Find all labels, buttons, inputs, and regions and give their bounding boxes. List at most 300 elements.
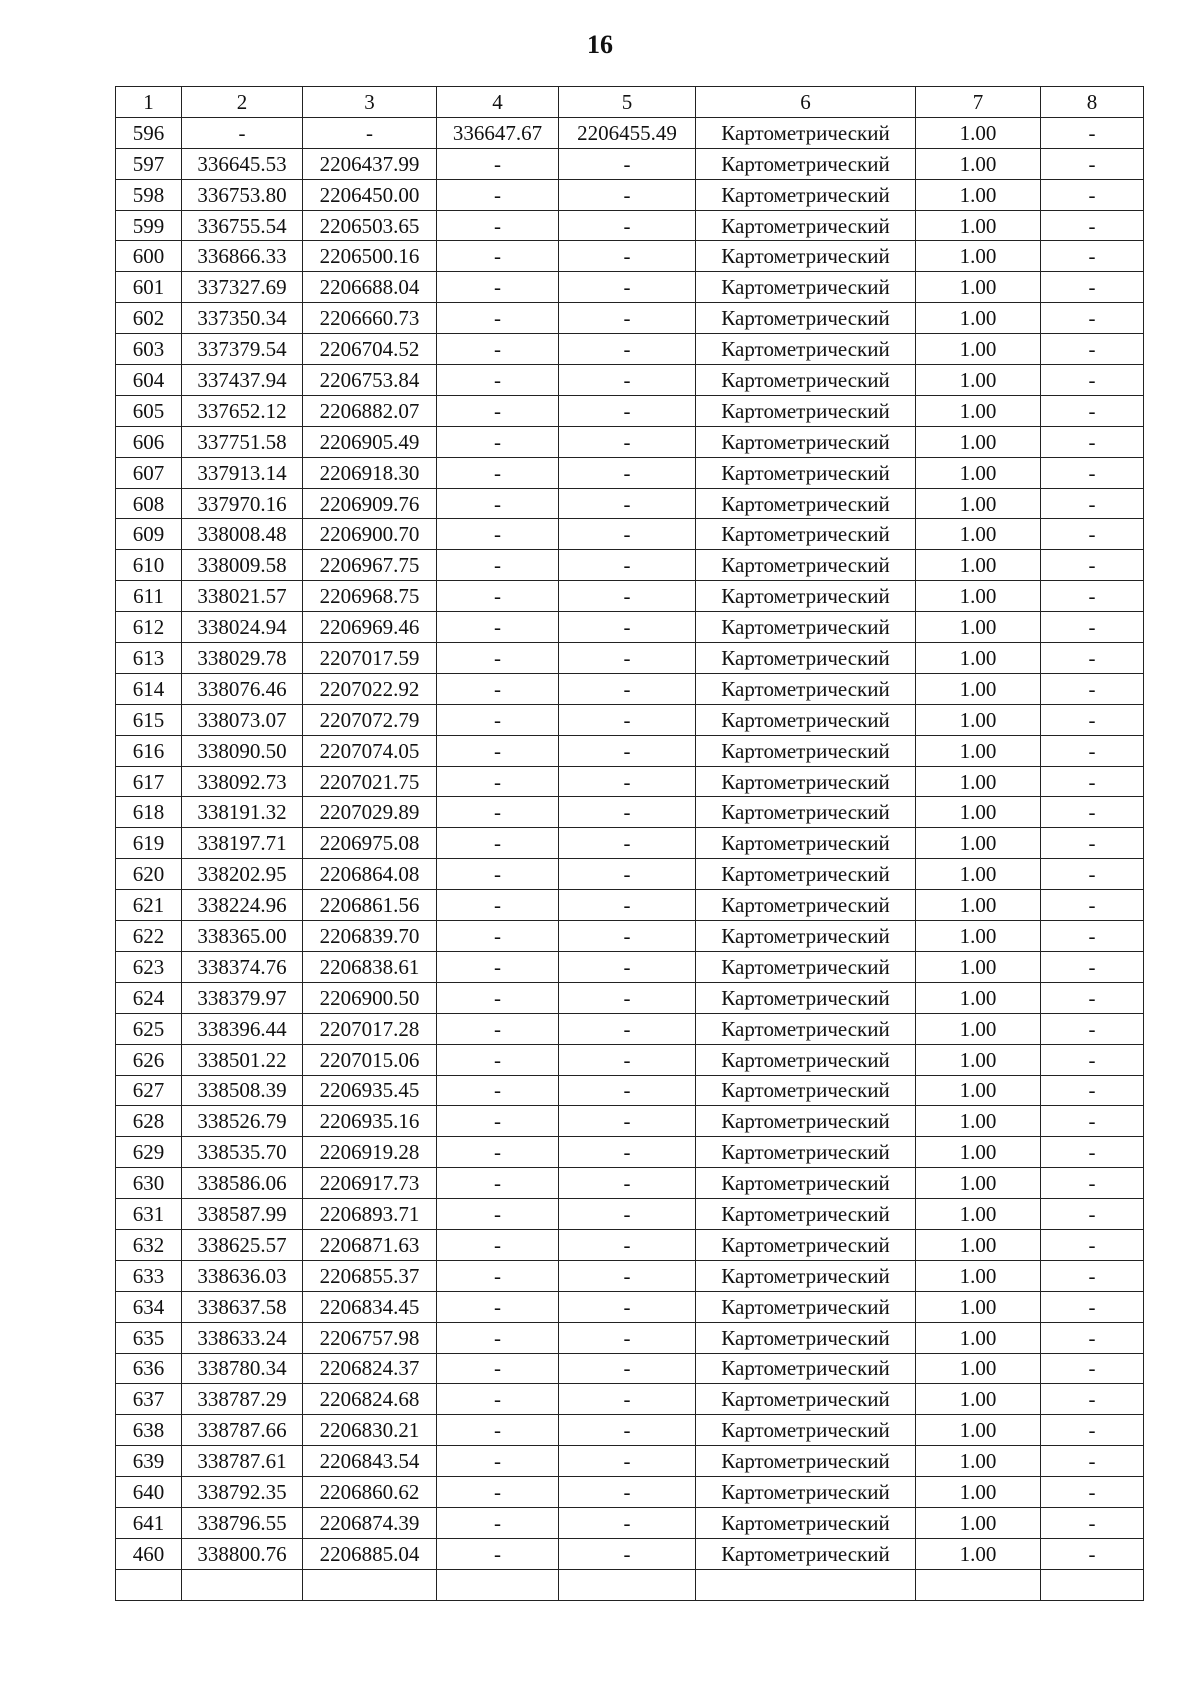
y-coordinate-cell: 2206834.45 — [303, 1291, 437, 1322]
y-old-cell: - — [559, 673, 696, 704]
table-row — [116, 303, 1144, 334]
accuracy-cell: 1.00 — [916, 1075, 1041, 1106]
y-old-cell: - — [559, 1013, 696, 1044]
table-row — [116, 704, 1144, 735]
x-coordinate-cell: 338396.44 — [182, 1013, 303, 1044]
y-old-cell: - — [559, 1384, 696, 1415]
note-cell: - — [1041, 1446, 1144, 1477]
x-old-cell: - — [437, 1322, 559, 1353]
accuracy-cell: 1.00 — [916, 828, 1041, 859]
table-row — [116, 1013, 1144, 1044]
accuracy-cell: 1.00 — [916, 1013, 1041, 1044]
y-coordinate-cell: 2206838.61 — [303, 951, 437, 982]
method-cell: Картометрический — [696, 581, 916, 612]
method-cell: Картометрический — [696, 457, 916, 488]
accuracy-cell: 1.00 — [916, 890, 1041, 921]
note-cell: - — [1041, 735, 1144, 766]
x-coordinate-cell: 338792.35 — [182, 1477, 303, 1508]
accuracy-cell: 1.00 — [916, 1168, 1041, 1199]
x-coordinate-cell: 337913.14 — [182, 457, 303, 488]
point-number-cell: 615 — [116, 704, 182, 735]
y-old-cell: - — [559, 1168, 696, 1199]
x-old-cell: - — [437, 1353, 559, 1384]
table-row — [116, 272, 1144, 303]
x-old-cell: - — [437, 179, 559, 210]
y-old-cell: - — [559, 1415, 696, 1446]
y-coordinate-cell: 2206935.16 — [303, 1106, 437, 1137]
y-coordinate-cell: 2206969.46 — [303, 612, 437, 643]
table-row — [116, 426, 1144, 457]
header-cell: 6 — [696, 87, 916, 118]
y-old-cell: - — [559, 1199, 696, 1230]
y-old-cell: - — [559, 1260, 696, 1291]
point-number-cell: 623 — [116, 951, 182, 982]
x-coordinate-cell: 338787.61 — [182, 1446, 303, 1477]
accuracy-cell: 1.00 — [916, 1137, 1041, 1168]
method-cell: Картометрический — [696, 612, 916, 643]
x-coordinate-cell: 336645.53 — [182, 148, 303, 179]
point-number-cell: 638 — [116, 1415, 182, 1446]
y-coordinate-cell: 2207074.05 — [303, 735, 437, 766]
method-cell: Картометрический — [696, 179, 916, 210]
table-row — [116, 519, 1144, 550]
accuracy-cell: 1.00 — [916, 488, 1041, 519]
y-old-cell: - — [559, 272, 696, 303]
y-old-cell: - — [559, 921, 696, 952]
note-cell: - — [1041, 210, 1144, 241]
note-cell: - — [1041, 1507, 1144, 1538]
point-number-cell: 624 — [116, 982, 182, 1013]
x-old-cell: - — [437, 395, 559, 426]
accuracy-cell: 1.00 — [916, 921, 1041, 952]
note-cell: - — [1041, 272, 1144, 303]
y-coordinate-cell: 2207015.06 — [303, 1044, 437, 1075]
x-coordinate-cell: 338008.48 — [182, 519, 303, 550]
accuracy-cell: 1.00 — [916, 1507, 1041, 1538]
table-row — [116, 1075, 1144, 1106]
table-row — [116, 1044, 1144, 1075]
y-coordinate-cell: 2206935.45 — [303, 1075, 437, 1106]
x-old-cell: - — [437, 581, 559, 612]
x-old-cell: - — [437, 1446, 559, 1477]
accuracy-cell: 1.00 — [916, 1260, 1041, 1291]
y-old-cell: - — [559, 1075, 696, 1106]
method-cell: Картометрический — [696, 673, 916, 704]
y-old-cell: - — [559, 210, 696, 241]
y-old-cell: - — [559, 951, 696, 982]
x-coordinate-cell: 338586.06 — [182, 1168, 303, 1199]
x-old-cell: - — [437, 890, 559, 921]
point-number-cell: 602 — [116, 303, 182, 334]
point-number-cell: 609 — [116, 519, 182, 550]
x-old-cell: - — [437, 1415, 559, 1446]
method-cell — [696, 1569, 916, 1600]
note-cell: - — [1041, 1199, 1144, 1230]
method-cell: Картометрический — [696, 148, 916, 179]
accuracy-cell: 1.00 — [916, 457, 1041, 488]
note-cell: - — [1041, 457, 1144, 488]
x-coordinate-cell: 338191.32 — [182, 797, 303, 828]
accuracy-cell: 1.00 — [916, 735, 1041, 766]
table-row — [116, 488, 1144, 519]
note-cell: - — [1041, 148, 1144, 179]
point-number-cell: 628 — [116, 1106, 182, 1137]
table-row — [116, 1415, 1144, 1446]
x-old-cell: - — [437, 735, 559, 766]
y-old-cell: - — [559, 766, 696, 797]
accuracy-cell: 1.00 — [916, 951, 1041, 982]
table-body — [116, 87, 1144, 1601]
header-cell: 7 — [916, 87, 1041, 118]
point-number-cell: 641 — [116, 1507, 182, 1538]
x-coordinate-cell: 338587.99 — [182, 1199, 303, 1230]
note-cell: - — [1041, 1044, 1144, 1075]
method-cell: Картометрический — [696, 1384, 916, 1415]
table-row — [116, 797, 1144, 828]
y-coordinate-cell: 2206905.49 — [303, 426, 437, 457]
method-cell: Картометрический — [696, 1044, 916, 1075]
note-cell: - — [1041, 1477, 1144, 1508]
note-cell: - — [1041, 890, 1144, 921]
table-row — [116, 1322, 1144, 1353]
x-coordinate-cell: 338633.24 — [182, 1322, 303, 1353]
table-row — [116, 643, 1144, 674]
point-number-cell: 620 — [116, 859, 182, 890]
note-cell: - — [1041, 766, 1144, 797]
empty-table-row — [116, 1569, 1144, 1600]
note-cell: - — [1041, 643, 1144, 674]
note-cell: - — [1041, 1106, 1144, 1137]
x-old-cell — [437, 1569, 559, 1600]
y-coordinate-cell: 2206917.73 — [303, 1168, 437, 1199]
method-cell: Картометрический — [696, 1291, 916, 1322]
accuracy-cell: 1.00 — [916, 519, 1041, 550]
point-number-cell: 627 — [116, 1075, 182, 1106]
x-old-cell: - — [437, 241, 559, 272]
y-coordinate-cell: 2206864.08 — [303, 859, 437, 890]
note-cell: - — [1041, 303, 1144, 334]
table-row — [116, 982, 1144, 1013]
note-cell: - — [1041, 1291, 1144, 1322]
note-cell: - — [1041, 1322, 1144, 1353]
x-coordinate-cell: 338796.55 — [182, 1507, 303, 1538]
y-coordinate-cell: 2207017.28 — [303, 1013, 437, 1044]
x-coordinate-cell: 337327.69 — [182, 272, 303, 303]
y-old-cell: - — [559, 426, 696, 457]
x-coordinate-cell: 337350.34 — [182, 303, 303, 334]
note-cell: - — [1041, 365, 1144, 396]
note-cell: - — [1041, 859, 1144, 890]
x-coordinate-cell: 336753.80 — [182, 179, 303, 210]
accuracy-cell: 1.00 — [916, 643, 1041, 674]
x-old-cell: - — [437, 1229, 559, 1260]
table-row — [116, 457, 1144, 488]
note-cell: - — [1041, 581, 1144, 612]
accuracy-cell: 1.00 — [916, 117, 1041, 148]
table-header-row — [116, 87, 1144, 118]
x-coordinate-cell: 337437.94 — [182, 365, 303, 396]
y-old-cell: - — [559, 179, 696, 210]
accuracy-cell: 1.00 — [916, 1384, 1041, 1415]
point-number-cell: 604 — [116, 365, 182, 396]
note-cell: - — [1041, 426, 1144, 457]
note-cell: - — [1041, 797, 1144, 828]
method-cell: Картометрический — [696, 1446, 916, 1477]
point-number-cell: 460 — [116, 1538, 182, 1569]
point-number-cell: 633 — [116, 1260, 182, 1291]
x-coordinate-cell: 338024.94 — [182, 612, 303, 643]
note-cell: - — [1041, 334, 1144, 365]
y-old-cell: - — [559, 550, 696, 581]
note-cell: - — [1041, 1229, 1144, 1260]
accuracy-cell: 1.00 — [916, 1538, 1041, 1569]
method-cell: Картометрический — [696, 1322, 916, 1353]
table-row — [116, 735, 1144, 766]
accuracy-cell: 1.00 — [916, 581, 1041, 612]
method-cell: Картометрический — [696, 982, 916, 1013]
x-old-cell: - — [437, 519, 559, 550]
y-old-cell: - — [559, 1106, 696, 1137]
x-coordinate-cell: 337970.16 — [182, 488, 303, 519]
point-number-cell: 626 — [116, 1044, 182, 1075]
x-coordinate-cell: 338029.78 — [182, 643, 303, 674]
x-old-cell: - — [437, 1260, 559, 1291]
point-number-cell: 603 — [116, 334, 182, 365]
y-coordinate-cell: 2207072.79 — [303, 704, 437, 735]
x-coordinate-cell: 338379.97 — [182, 982, 303, 1013]
accuracy-cell: 1.00 — [916, 797, 1041, 828]
x-coordinate-cell: 338508.39 — [182, 1075, 303, 1106]
y-coordinate-cell: 2206909.76 — [303, 488, 437, 519]
y-coordinate-cell: 2207021.75 — [303, 766, 437, 797]
x-coordinate-cell — [182, 1569, 303, 1600]
point-number-cell: 597 — [116, 148, 182, 179]
note-cell: - — [1041, 117, 1144, 148]
y-old-cell — [559, 1569, 696, 1600]
table-row — [116, 117, 1144, 148]
method-cell: Картометрический — [696, 365, 916, 396]
x-old-cell: - — [437, 1044, 559, 1075]
x-coordinate-cell: 338365.00 — [182, 921, 303, 952]
point-number-cell: 612 — [116, 612, 182, 643]
x-old-cell: - — [437, 1168, 559, 1199]
accuracy-cell: 1.00 — [916, 1044, 1041, 1075]
accuracy-cell: 1.00 — [916, 1322, 1041, 1353]
x-coordinate-cell: 338374.76 — [182, 951, 303, 982]
table-row — [116, 581, 1144, 612]
table-row — [116, 395, 1144, 426]
table-row — [116, 828, 1144, 859]
y-old-cell: - — [559, 1353, 696, 1384]
point-number-cell: 631 — [116, 1199, 182, 1230]
table-row — [116, 859, 1144, 890]
header-cell: 2 — [182, 87, 303, 118]
y-old-cell: - — [559, 797, 696, 828]
y-old-cell: - — [559, 704, 696, 735]
point-number-cell: 598 — [116, 179, 182, 210]
y-old-cell: - — [559, 982, 696, 1013]
y-coordinate-cell: 2206893.71 — [303, 1199, 437, 1230]
note-cell: - — [1041, 1415, 1144, 1446]
method-cell: Картометрический — [696, 303, 916, 334]
x-old-cell: - — [437, 272, 559, 303]
y-old-cell: - — [559, 1044, 696, 1075]
note-cell: - — [1041, 921, 1144, 952]
y-old-cell: - — [559, 581, 696, 612]
table-row — [116, 673, 1144, 704]
y-coordinate-cell: 2206871.63 — [303, 1229, 437, 1260]
accuracy-cell: 1.00 — [916, 241, 1041, 272]
method-cell: Картометрический — [696, 797, 916, 828]
point-number-cell — [116, 1569, 182, 1600]
x-old-cell: - — [437, 550, 559, 581]
x-coordinate-cell: 338092.73 — [182, 766, 303, 797]
y-coordinate-cell: 2206900.70 — [303, 519, 437, 550]
y-coordinate-cell: 2206900.50 — [303, 982, 437, 1013]
x-coordinate-cell: 338535.70 — [182, 1137, 303, 1168]
note-cell: - — [1041, 1075, 1144, 1106]
x-old-cell: - — [437, 1507, 559, 1538]
table-row — [116, 148, 1144, 179]
table-row — [116, 1507, 1144, 1538]
note-cell: - — [1041, 612, 1144, 643]
x-old-cell: - — [437, 1384, 559, 1415]
y-coordinate-cell: 2207022.92 — [303, 673, 437, 704]
point-number-cell: 634 — [116, 1291, 182, 1322]
note-cell: - — [1041, 1384, 1144, 1415]
point-number-cell: 614 — [116, 673, 182, 704]
table-row — [116, 1538, 1144, 1569]
x-old-cell: - — [437, 982, 559, 1013]
note-cell: - — [1041, 1168, 1144, 1199]
y-coordinate-cell: 2206967.75 — [303, 550, 437, 581]
x-old-cell: - — [437, 365, 559, 396]
method-cell: Картометрический — [696, 550, 916, 581]
x-old-cell: - — [437, 643, 559, 674]
header-cell: 1 — [116, 87, 182, 118]
point-number-cell: 625 — [116, 1013, 182, 1044]
y-coordinate-cell: 2207029.89 — [303, 797, 437, 828]
x-old-cell: - — [437, 1477, 559, 1508]
x-old-cell: - — [437, 859, 559, 890]
y-coordinate-cell: - — [303, 117, 437, 148]
method-cell: Картометрический — [696, 1137, 916, 1168]
header-cell: 8 — [1041, 87, 1144, 118]
y-old-cell: - — [559, 365, 696, 396]
y-old-cell: - — [559, 334, 696, 365]
y-coordinate-cell: 2206660.73 — [303, 303, 437, 334]
note-cell: - — [1041, 1353, 1144, 1384]
x-old-cell: - — [437, 488, 559, 519]
table-row — [116, 1199, 1144, 1230]
method-cell: Картометрический — [696, 117, 916, 148]
accuracy-cell — [916, 1569, 1041, 1600]
point-number-cell: 611 — [116, 581, 182, 612]
method-cell: Картометрический — [696, 1168, 916, 1199]
accuracy-cell: 1.00 — [916, 1229, 1041, 1260]
method-cell: Картометрический — [696, 1538, 916, 1569]
x-old-cell: - — [437, 148, 559, 179]
y-old-cell: - — [559, 148, 696, 179]
x-coordinate-cell: 337751.58 — [182, 426, 303, 457]
accuracy-cell: 1.00 — [916, 550, 1041, 581]
y-old-cell: - — [559, 488, 696, 519]
x-coordinate-cell: 338625.57 — [182, 1229, 303, 1260]
x-old-cell: - — [437, 766, 559, 797]
y-old-cell: - — [559, 643, 696, 674]
x-coordinate-cell: 338780.34 — [182, 1353, 303, 1384]
accuracy-cell: 1.00 — [916, 148, 1041, 179]
note-cell: - — [1041, 1538, 1144, 1569]
y-coordinate-cell: 2206855.37 — [303, 1260, 437, 1291]
x-coordinate-cell: 338637.58 — [182, 1291, 303, 1322]
note-cell — [1041, 1569, 1144, 1600]
method-cell: Картометрический — [696, 1013, 916, 1044]
x-coordinate-cell: 338636.03 — [182, 1260, 303, 1291]
note-cell: - — [1041, 241, 1144, 272]
method-cell: Картометрический — [696, 1106, 916, 1137]
x-old-cell: - — [437, 704, 559, 735]
y-coordinate-cell: 2206975.08 — [303, 828, 437, 859]
accuracy-cell: 1.00 — [916, 303, 1041, 334]
accuracy-cell: 1.00 — [916, 766, 1041, 797]
x-coordinate-cell: 338021.57 — [182, 581, 303, 612]
header-cell: 5 — [559, 87, 696, 118]
method-cell: Картометрический — [696, 395, 916, 426]
accuracy-cell: 1.00 — [916, 982, 1041, 1013]
y-coordinate-cell: 2206437.99 — [303, 148, 437, 179]
accuracy-cell: 1.00 — [916, 673, 1041, 704]
x-old-cell: - — [437, 1106, 559, 1137]
accuracy-cell: 1.00 — [916, 365, 1041, 396]
method-cell: Картометрический — [696, 1229, 916, 1260]
table-row — [116, 766, 1144, 797]
y-old-cell: - — [559, 1507, 696, 1538]
x-old-cell: - — [437, 1538, 559, 1569]
x-old-cell: - — [437, 612, 559, 643]
method-cell: Картометрический — [696, 921, 916, 952]
x-coordinate-cell: 338090.50 — [182, 735, 303, 766]
note-cell: - — [1041, 1260, 1144, 1291]
point-number-cell: 621 — [116, 890, 182, 921]
x-old-cell: - — [437, 426, 559, 457]
x-old-cell: - — [437, 921, 559, 952]
method-cell: Картометрический — [696, 1353, 916, 1384]
x-old-cell: - — [437, 457, 559, 488]
x-coordinate-cell: 338800.76 — [182, 1538, 303, 1569]
accuracy-cell: 1.00 — [916, 1199, 1041, 1230]
x-old-cell: 336647.67 — [437, 117, 559, 148]
y-old-cell: - — [559, 303, 696, 334]
y-coordinate-cell: 2206843.54 — [303, 1446, 437, 1477]
method-cell: Картометрический — [696, 1199, 916, 1230]
table-row — [116, 1477, 1144, 1508]
y-old-cell: - — [559, 1229, 696, 1260]
x-coordinate-cell: 338787.29 — [182, 1384, 303, 1415]
point-number-cell: 617 — [116, 766, 182, 797]
y-coordinate-cell: 2206830.21 — [303, 1415, 437, 1446]
y-old-cell: - — [559, 1538, 696, 1569]
x-old-cell: - — [437, 1137, 559, 1168]
table-row — [116, 1291, 1144, 1322]
point-number-cell: 618 — [116, 797, 182, 828]
accuracy-cell: 1.00 — [916, 1353, 1041, 1384]
y-coordinate-cell: 2206824.37 — [303, 1353, 437, 1384]
point-number-cell: 616 — [116, 735, 182, 766]
point-number-cell: 629 — [116, 1137, 182, 1168]
x-old-cell: - — [437, 828, 559, 859]
x-old-cell: - — [437, 303, 559, 334]
